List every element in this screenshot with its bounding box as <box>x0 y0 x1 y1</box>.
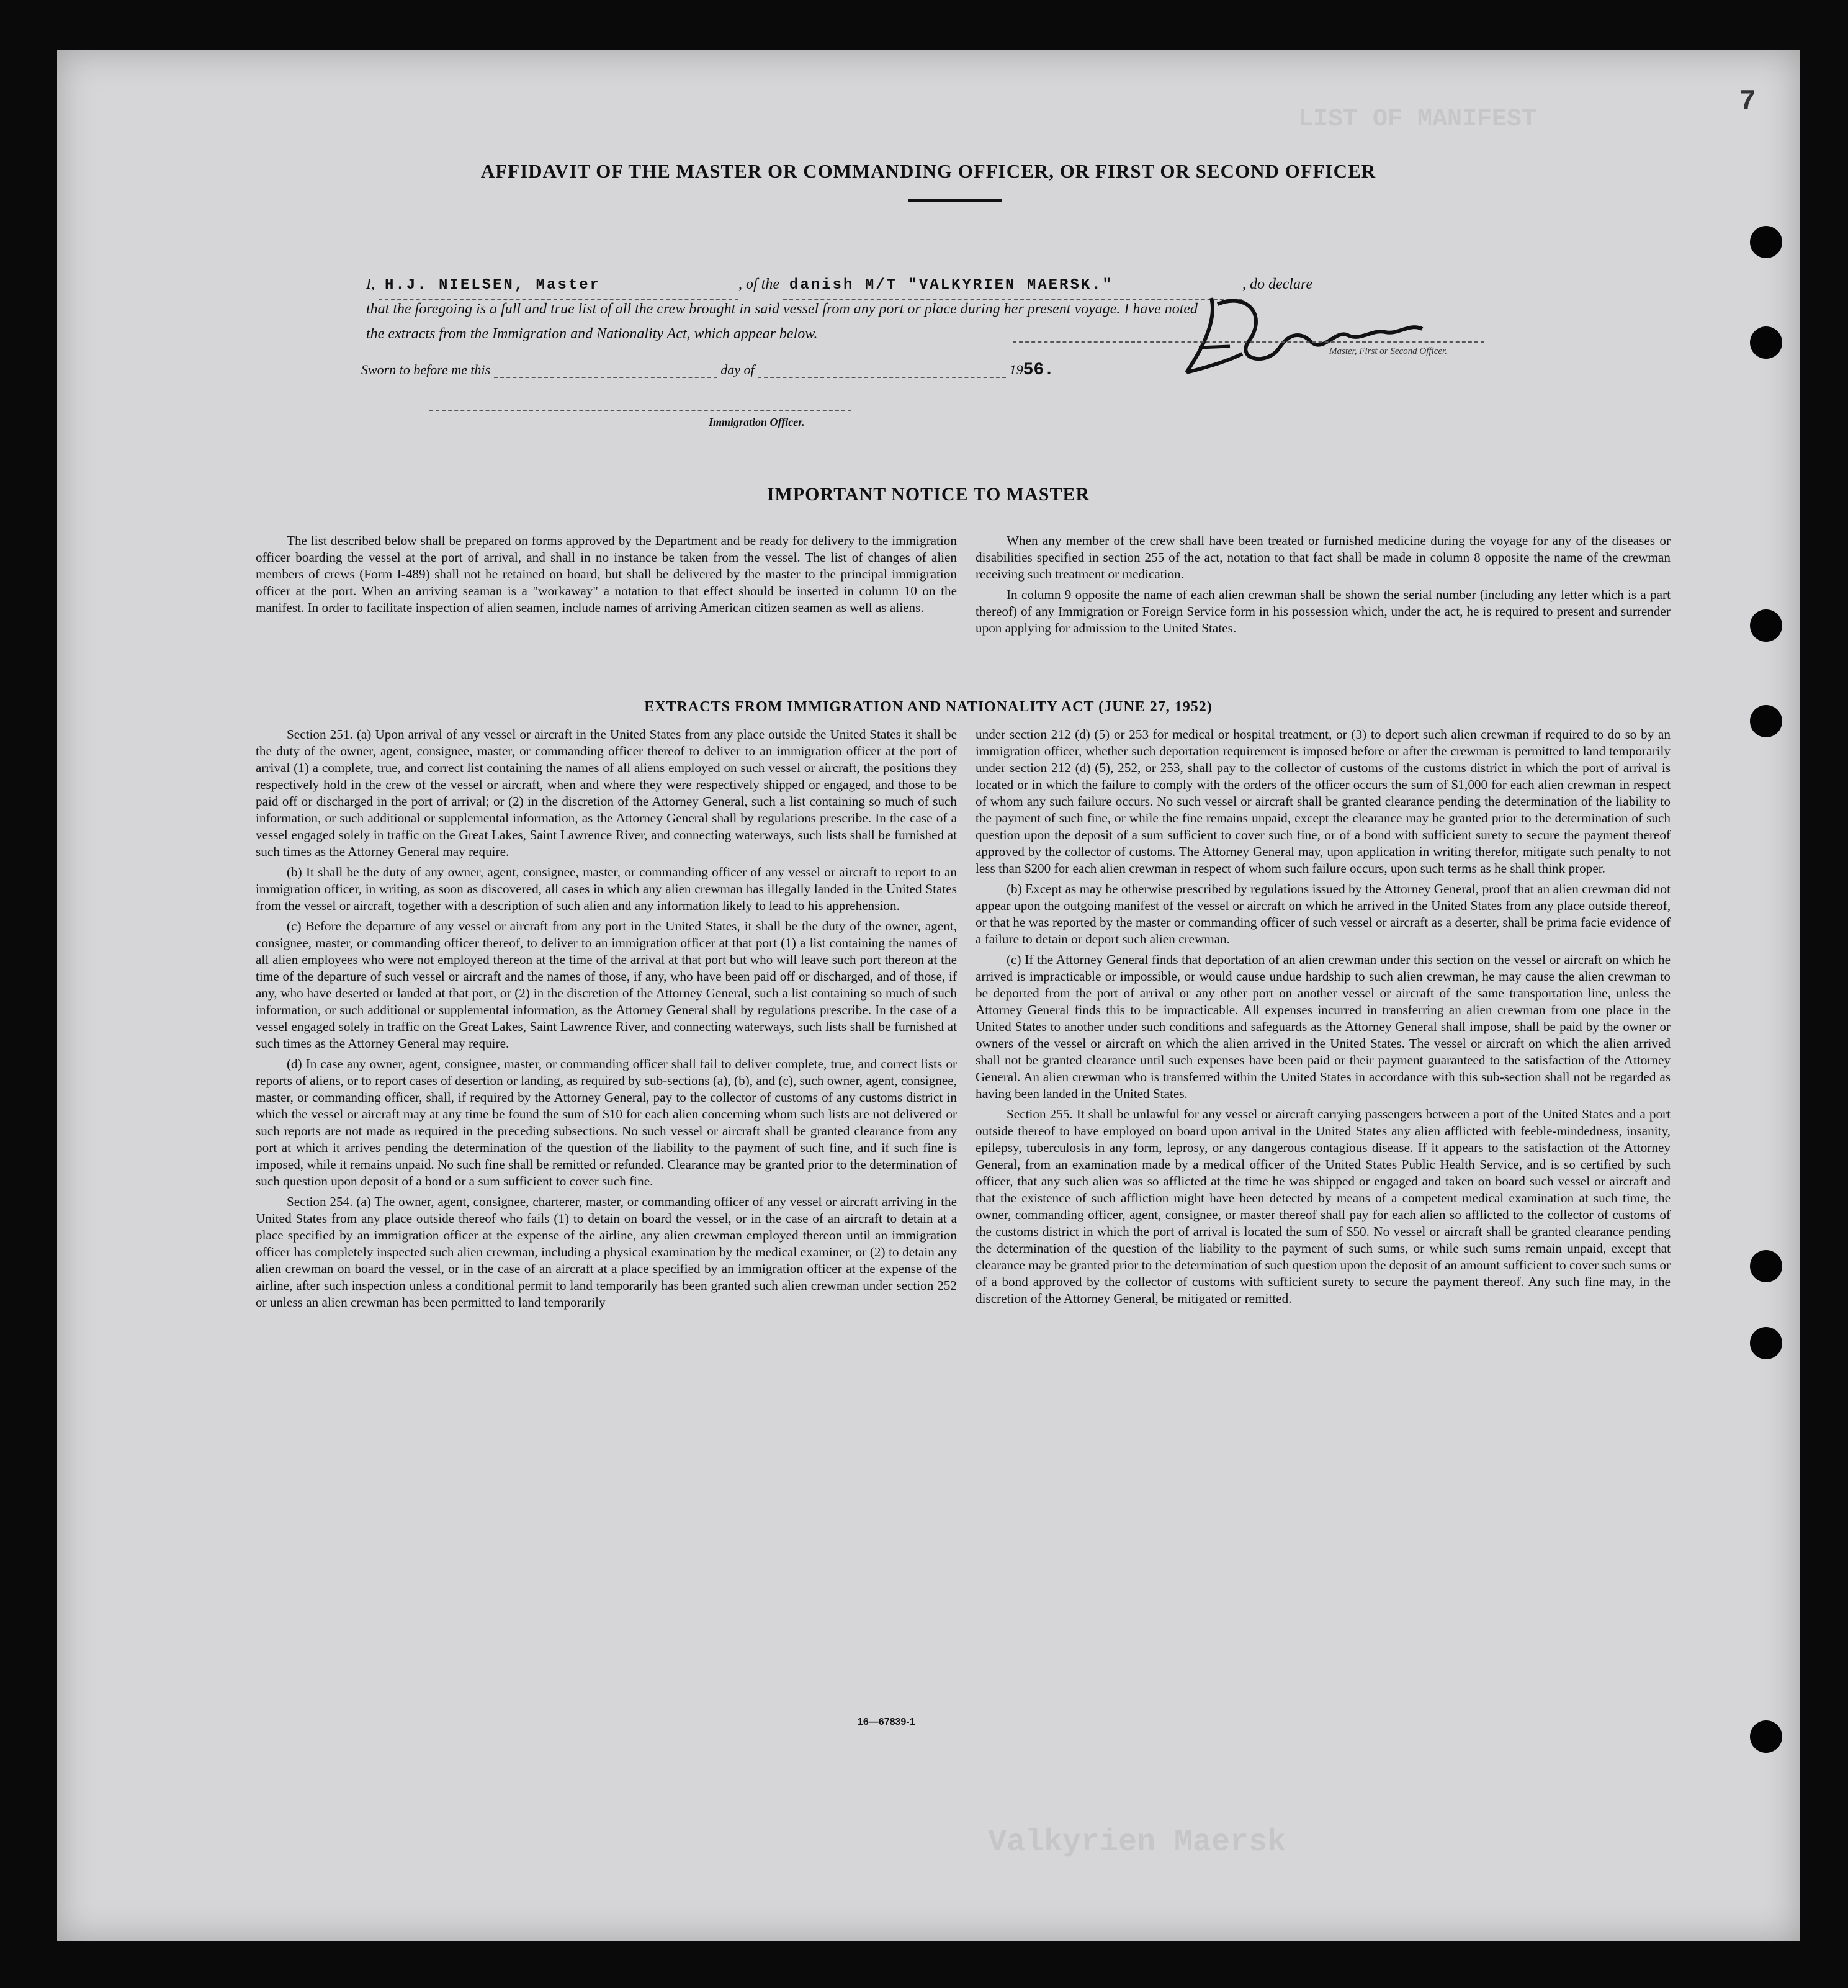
punch-hole <box>1750 705 1782 737</box>
sworn-day-field <box>494 364 717 378</box>
extract-paragraph: (b) Except as may be otherwise prescribed by regulations issued by the Attorney General, proof that an alien crewman did not appear upon the outgoing manifest of the vessel or aircraft on which he arrived in the United States from any place outside thereof, or that he was reported by the master or commanding officer of such vessel or aircraft as a deserter, shall be prima facie evidence of a failure to detain or deport such alien crewman. <box>976 881 1671 947</box>
extract-paragraph: (d) In case any owner, agent, consignee, master, or commanding officer shall fail to deliver complete, true, and correct lists or reports of aliens, or to report cases of desertion or landing, as required by sub-sections (a), (b), and (c), such owner, agent, consignee, master, or commanding officer, shall, if required by the Attorney General, pay to the collector of customs of any customs district in which the vessel or aircraft may at any time be found the sum of $10 for each alien concerning whom such lists are not delivered or such reports are not made as required in the preceding subsections. No such vessel or aircraft shall be granted clearance from any port at which it arrives pending the determination of the question of the liability to the payment of such fine, and if such fine is imposed, while it remains unpaid. No such fine shall be remitted or refunded. Clearance may be granted prior to the determination of such question upon deposit of a bond or a sum sufficient to cover such fine. <box>256 1056 957 1189</box>
extract-paragraph: (c) Before the departure of any vessel or aircraft from any port in the United States, it shall be the duty of the owner, agent, consignee, master, or commanding officer thereof, to deliver to an immigration officer at that port (1) a list containing the names of all alien employees who were not employed thereon at the time of the arrival at that port but who will leave such port thereon at the time of the departure of such vessel or aircraft and the names of those, if any, who have been paid off or discharged, and of those, if any, who have deserted or landed at that port, or (2) in the discretion of the Attorney General, such a list containing so much of such information, or such additional or supplemental information, as the Attorney General shall by regulations prescribe. In the case of a vessel engaged solely in traffic on the Great Lakes, Saint Lawrence River, and connecting waterways, such lists shall be furnished at such times as the Attorney General may require. <box>256 919 957 1051</box>
bleed-through-text: Valkyrien Maersk <box>988 1825 1286 1860</box>
extract-paragraph: Section 251. (a) Upon arrival of any vessel or aircraft in the United States from any place outside the United States it shall be the duty of the owner, agent, consignee, master, or commanding officer thereof to deliver to an immigration officer at the port of arrival (1) a complete, true, and correct list containing the names of all aliens employed on such vessel or aircraft, the positions they respectively hold in the crew of the vessel or aircraft, when and where they were respectively shipped or engaged, and those to be paid off or discharged in the port of arrival; or (2) in the discretion of the Attorney General, such a list containing so much of such information, or such additional or supplemental information, as the Attorney General shall by regulations prescribe. In the case of a vessel engaged solely in traffic on the Great Lakes, Saint Lawrence River, and connecting waterways, such lists shall be furnished at such times as the Attorney General may require. <box>256 727 957 859</box>
vessel-name-field: danish M/T "VALKYRIEN MAERSK." <box>783 272 1242 300</box>
form-code: 16—67839-1 <box>858 1717 915 1727</box>
extract-paragraph: under section 212 (d) (5) or 253 for medical or hospital treatment, or (3) to deport such alien crewman if required to do so by an immigration officer, whether such deportation requirement is imposed before or after the crewman is permitted to land temporarily under section 212 (d) (5), 252, or 253, shall pay to the collector of customs of the customs district in which the port of arrival is located or in which the failure to comply with the orders of the officer occurs the sum of $1,000 for each alien crewman in respect of whom any such failure occurs. No such vessel or aircraft shall be granted clearance pending the determination of the liability to the payment of such fine, or while the fine remains unpaid, except the clearance may be granted prior to the determination of such question upon the deposit of a sum sufficient to cover such fine, or of a bond with sufficient surety to secure the payment thereof approved by the collector of customs. The Attorney General may, upon application in writing therefor, mitigate such penalty to not less than $200 for each alien crewman in respect of whom such failure occurs, upon such terms as he shall think proper. <box>976 727 1671 876</box>
title-rule <box>908 199 1002 202</box>
master-name-field: H.J. NIELSEN, Master <box>379 272 738 300</box>
signature-label: Master, First or Second Officer. <box>1329 346 1447 356</box>
do-declare-text: , do declare <box>1242 276 1313 292</box>
page-number: 7 <box>1739 86 1756 118</box>
sworn-line <box>361 358 1242 383</box>
sworn-month-field <box>758 364 1006 378</box>
statement-line-1: that the foregoing is a full and true list of all the crew brought in said vessel from any port or place during her present voyage. I have noted <box>366 301 1198 317</box>
notice-paragraph: When any member of the crew shall have been treated or furnished medicine during the voyage for any of the diseases or disabilities specified in section 255 of the act, notation to that fact shall be made in column 8 opposite the name of the crewman receiving such treatment or medication. <box>976 533 1671 582</box>
punch-hole <box>1750 1327 1782 1359</box>
extract-paragraph: (b) It shall be the duty of any owner, agent, consignee, master, or commanding officer of any vessel or aircraft to report to an immigration officer, in writing, as soon as discovered, all cases in which any alien crewman has illegally landed in the United States from the vessel or aircraft, together with a description of such alien and any information likely to lead to his apprehension. <box>256 865 957 913</box>
extracts-left-column <box>256 726 957 1315</box>
declaration-prefix: I, <box>366 276 375 292</box>
notice-right-column <box>976 533 1671 641</box>
affidavit-page <box>57 50 1800 1941</box>
affidavit-title: AFFIDAVIT OF THE MASTER OR COMMANDING OFFICER, OR FIRST OR SECOND OFFICER <box>480 160 1376 182</box>
punch-hole <box>1750 609 1782 642</box>
extracts-title: EXTRACTS FROM IMMIGRATION AND NATIONALITY ACT (JUNE 27, 1952) <box>644 699 1213 715</box>
punch-hole <box>1750 1720 1782 1753</box>
year-prefix: 19 <box>1009 362 1023 377</box>
notice-paragraph: In column 9 opposite the name of each alien crewman shall be shown the serial number (including any letter which is a part thereof) of any Immigration or Foreign Service form in his possession which, under the act, he is required to present and surrender upon applying for admission to the United States. <box>976 587 1671 636</box>
day-of-text: day of <box>720 362 755 377</box>
punch-hole <box>1750 1250 1782 1282</box>
immigration-officer-label: Immigration Officer. <box>709 416 805 428</box>
notice-left-column <box>256 533 957 620</box>
sworn-prefix: Sworn to before me this <box>361 362 491 377</box>
notice-paragraph: The list described below shall be prepared on forms approved by the Department and be ready for delivery to the immigration officer boarding the vessel at the port of arrival, and shall in no instance be taken from the vessel. The list of changes of alien members of crews (Form I-489) shall not be retained on board, but shall be delivered by the master to the principal immigration officer at the port. When an arriving seaman is a "workaway" a notation to that effect should be inserted in column 10 on the manifest. In order to facilitate inspection of alien seamen, include names of arriving American citizen seamen as well as aliens. <box>256 533 957 615</box>
extracts-right-column <box>976 726 1671 1311</box>
signature-line <box>1013 341 1484 343</box>
notice-title: IMPORTANT NOTICE TO MASTER <box>766 484 1090 505</box>
immigration-officer-line <box>429 410 851 411</box>
of-the-text: , of the <box>738 276 779 292</box>
extract-paragraph: Section 255. It shall be unlawful for any vessel or aircraft carrying passengers between a port of the United States and a port outside thereof to have employed on board upon arrival in the United States any alien afflicted with feeble-mindedness, insanity, epilepsy, tuberculosis in any form, leprosy, or any dangerous contagious disease. If it appears to the satisfaction of the Attorney General, from an examination made by a medical officer of the United States Public Health Service, and is so certified by such officer, that any such alien was so afflicted at the time he was shipped or engaged and taken on board such vessel or aircraft and that the existence of such affliction might have been detected by means of a competent medical examination at such time, the owner, commanding officer, agent, consignee, or master thereof shall pay for each alien so afflicted to the collector of customs of the customs district in which the port of arrival is located the sum of $50. No vessel or aircraft shall be granted clearance pending the determination of the question of the liability to the payment of such sums, or while such sums remain unpaid, except that clearance may be granted prior to the determination of such question upon the deposit of an amount sufficient to cover such sums or of a bond approved by the collector of customs with sufficient surety to secure the payment thereof. Any such fine may, in the discretion of the Attorney General, be mitigated or remitted. <box>976 1107 1671 1306</box>
punch-hole <box>1750 226 1782 258</box>
bleed-through-text: LIST OF MANIFEST <box>1298 106 1537 133</box>
statement-line-2: the extracts from the Immigration and Nationality Act, which appear below. <box>366 326 818 342</box>
year-field: 56. <box>1023 361 1054 380</box>
extract-paragraph: Section 254. (a) The owner, agent, consignee, charterer, master, or commanding officer of any vessel or aircraft arriving in the United States from any place outside thereof who fails (1) to detain on board the vessel, or in the case of an aircraft to detain at a place specified by an immigration officer at the expense of the airline, any alien crewman employed thereon until an immigration officer has completely inspected such alien crewman, including a physical examination by the medical examiner, or (2) to detain any alien crewman on board the vessel, or in the case of an aircraft at a place specified by an immigration officer at the expense of the airline, after such inspection unless a conditional permit to land temporarily has been granted such alien crewman under section 252 or unless an alien crewman has been permitted to land temporarily <box>256 1194 957 1310</box>
punch-hole <box>1750 326 1782 359</box>
extract-paragraph: (c) If the Attorney General finds that deportation of an alien crewman under this section on the vessel or aircraft on which he arrived is impracticable or impossible, or would cause undue hardship to such alien crewman, he may cause the alien crewman to be deported from the port of arrival or any other port on another vessel or aircraft of the same transportation line, unless the Attorney General finds this to be impracticable. All expenses incurred in transferring an alien crewman from one place in the United States to another under such conditions and safeguards as the Attorney General shall impose, shall be paid by the owner or owners of the vessel or aircraft on which the alien arrived in the United States. The vessel or aircraft on which the alien arrived shall not be granted clearance until such expenses have been paid or their payment guaranteed to the satisfaction of the Attorney General. An alien crewman who is transferred within the United States in accordance with this sub-section shall not be regarded as having been landed in the United States. <box>976 952 1671 1101</box>
